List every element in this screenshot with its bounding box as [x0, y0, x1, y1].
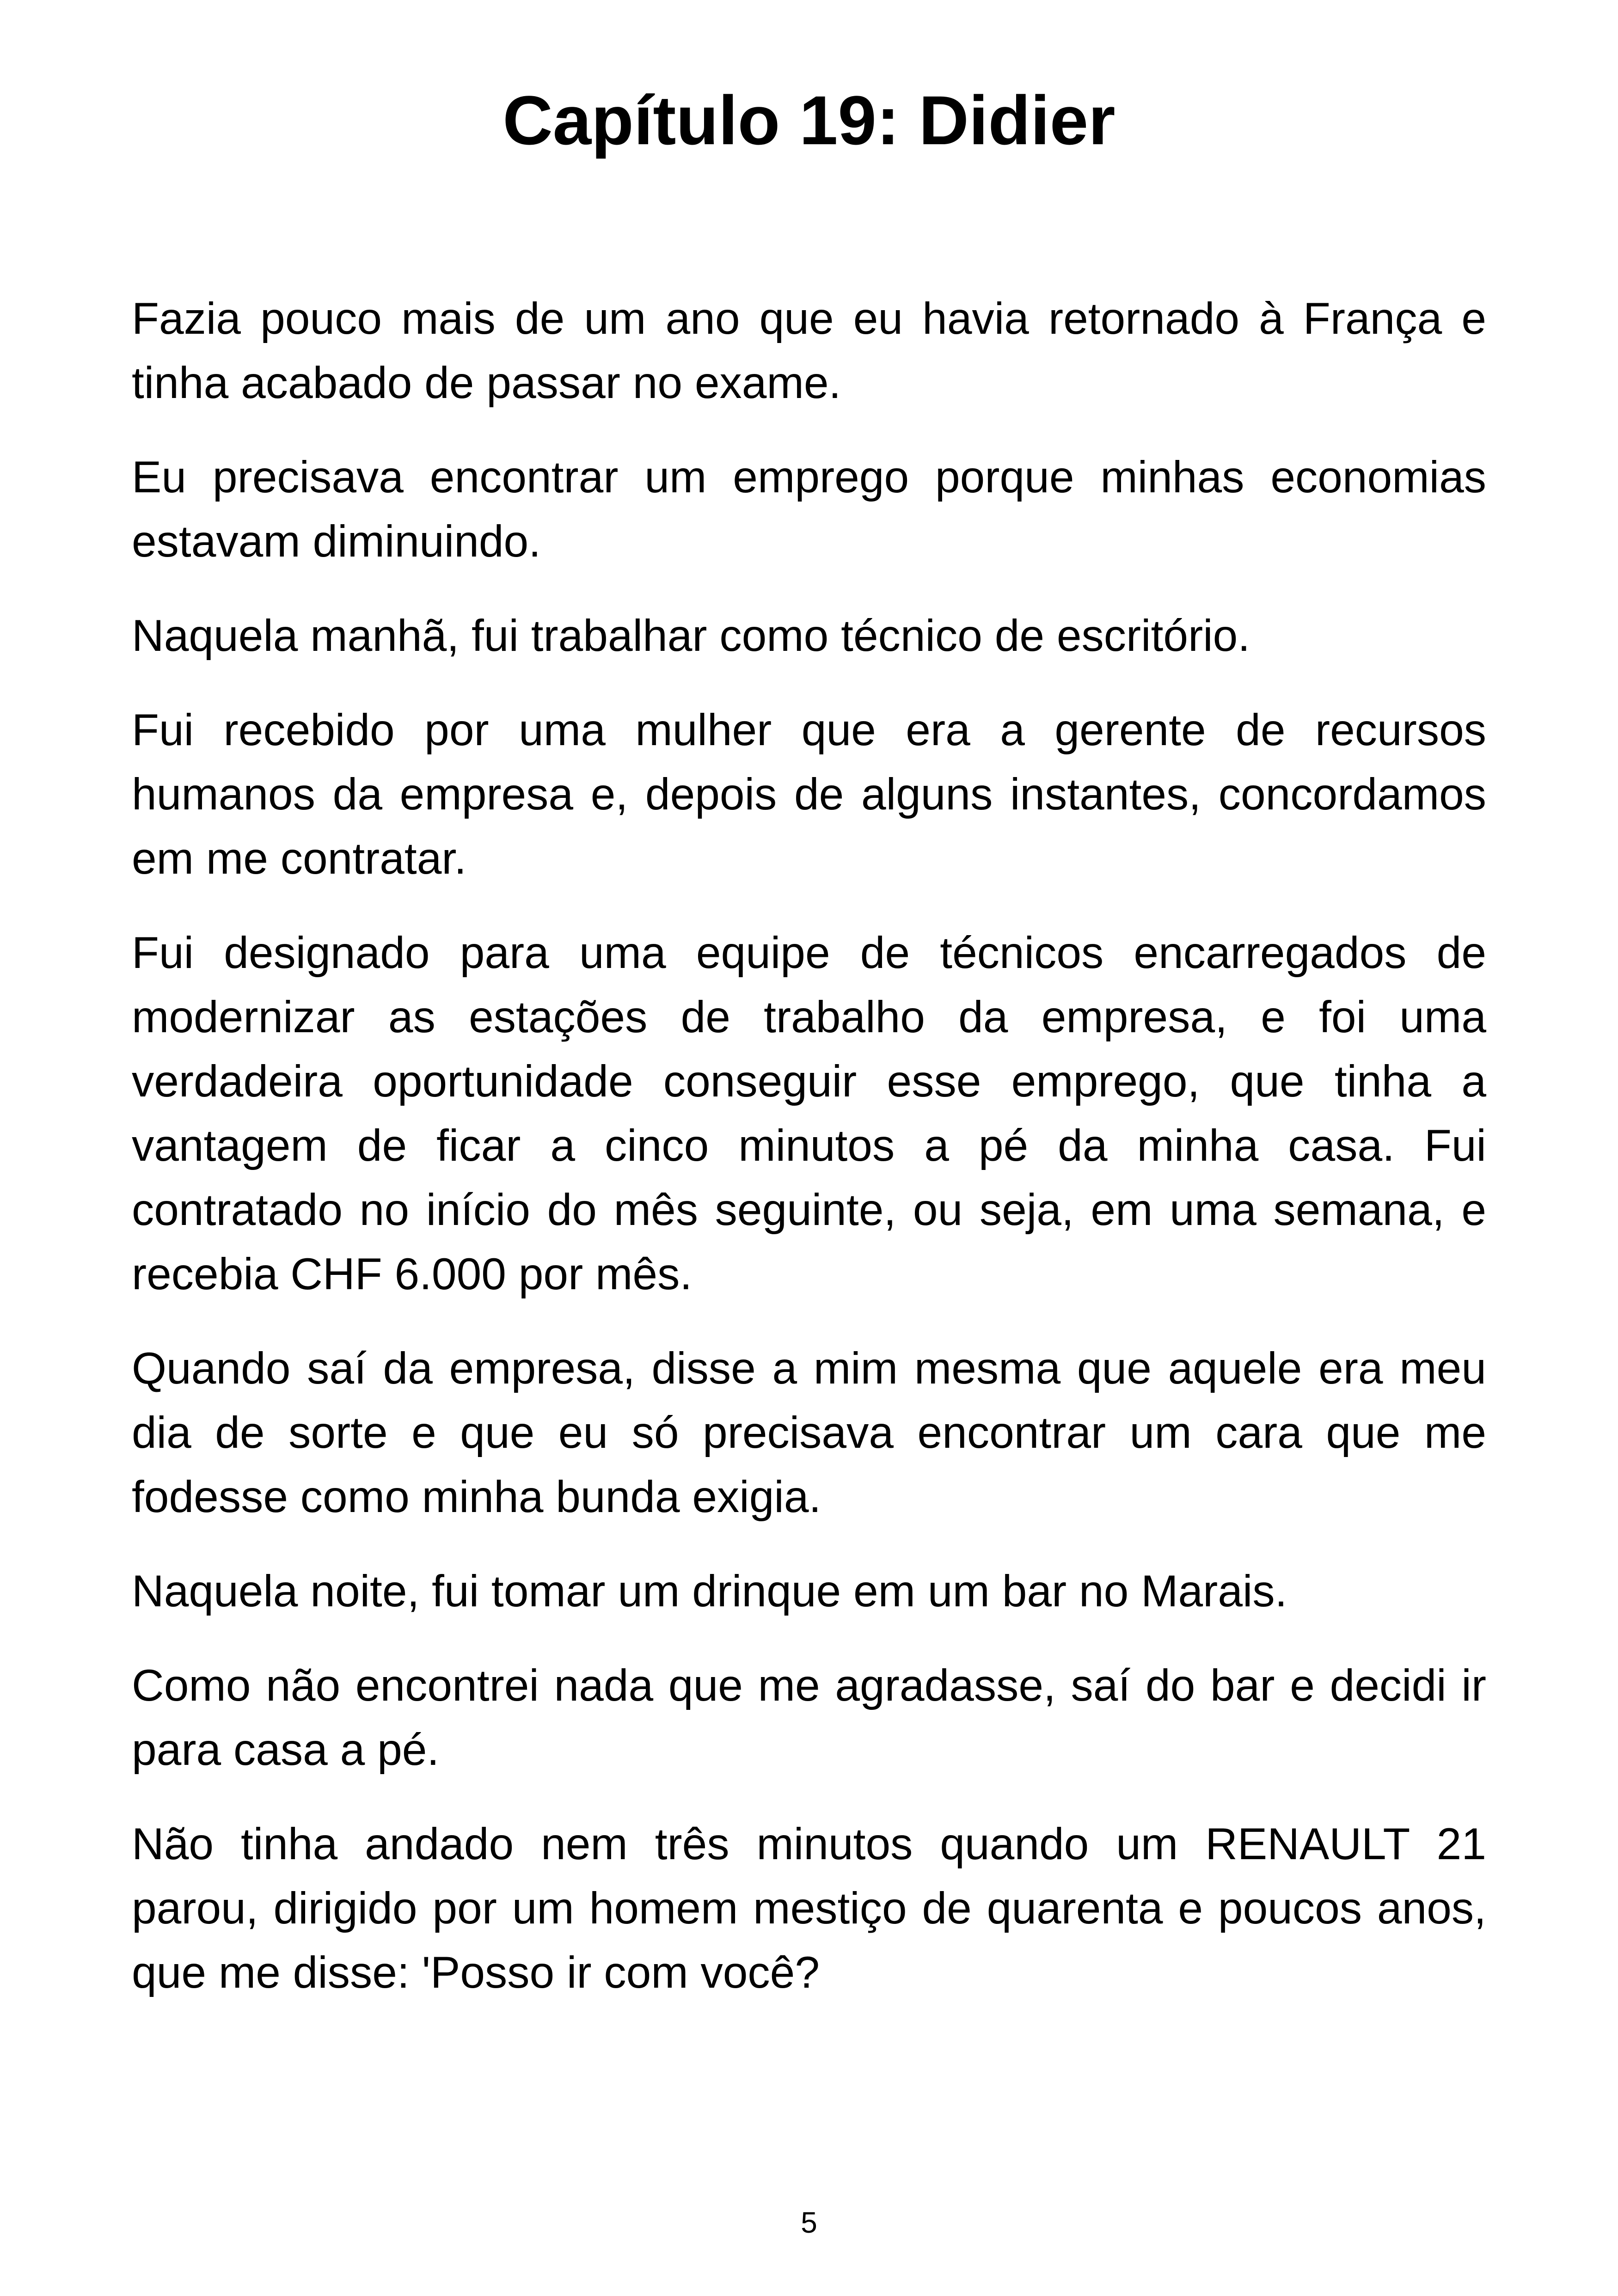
chapter-title: Capítulo 19: Didier	[503, 81, 1115, 159]
paragraph: Naquela noite, fui tomar um drinque em um bar no Marais.	[132, 1567, 1287, 1616]
paragraph: Como não encontrei nada que me agradasse, saí do bar e decidi ir para casa a pé.	[132, 1661, 1486, 1775]
paragraph: Quando saí da empresa, disse a mim mesma que aquele era meu dia de sorte e que eu só precisava encontrar um cara que me fodesse como minha bunda exigia.	[132, 1344, 1486, 1522]
paragraph: Fui designado para uma equipe de técnicos encarregados de modernizar as estações de trabalho da empresa, e foi uma verdadeira oportunidade conseguir esse emprego, que tinha a vantagem de ficar a cinco minutos a pé da minha casa. Fui contratado no início do mês seguinte, ou seja, em uma semana, e recebia CHF 6.000 por mês.	[132, 928, 1486, 1299]
chapter-body	[132, 287, 1486, 2035]
page-number: 5	[801, 2206, 817, 2239]
paragraph: Fui recebido por uma mulher que era a gerente de recursos humanos da empresa e, depois de alguns instantes, concordamos em me contratar.	[132, 705, 1486, 883]
paragraph: Eu precisava encontrar um emprego porque minhas economias estavam diminuindo.	[132, 453, 1486, 566]
paragraph: Fazia pouco mais de um ano que eu havia retornado à França e tinha acabado de passar no exame.	[132, 294, 1486, 408]
paragraph: Não tinha andado nem três minutos quando um RENAULT 21 parou, dirigido por um homem mestiço de quarenta e poucos anos, que me disse: 'Posso ir com você?	[132, 1819, 1486, 1997]
paragraph: Naquela manhã, fui trabalhar como técnico de escritório.	[132, 611, 1250, 661]
